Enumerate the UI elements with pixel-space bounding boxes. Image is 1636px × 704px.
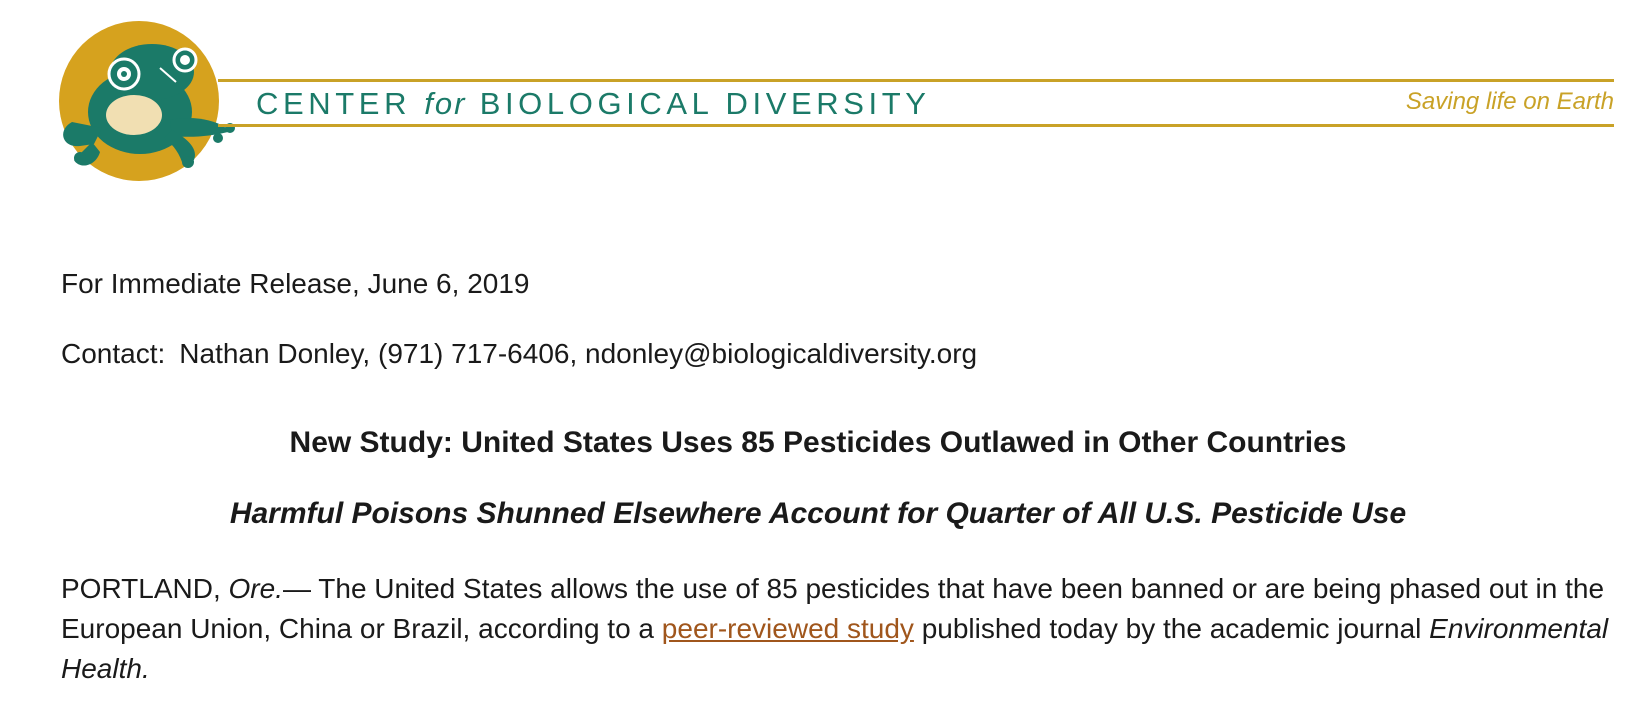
org-name-part2: BIOLOGICAL DIVERSITY (479, 86, 931, 121)
organization-name (256, 84, 931, 124)
headline: New Study: United States Uses 85 Pesticides Outlawed in Other Countries (289, 426, 1347, 459)
letterhead (0, 0, 1636, 200)
contact-line (61, 334, 977, 374)
header-rule-top (218, 79, 1614, 82)
release-date: For Immediate Release, June 6, 2019 (61, 268, 530, 299)
dateline-city: PORTLAND, (61, 573, 221, 604)
journal-name: Environmental Health. (61, 613, 1609, 684)
study-link[interactable]: peer-reviewed study (661, 613, 914, 644)
contact-label: Contact: (61, 338, 166, 369)
org-name-for: for (424, 86, 467, 121)
body-text-before-link: — The United States allows the use of 85 pesticides that have been banned or are being phased out in the European Union, China or Brazil, according to a (61, 573, 1605, 644)
org-name-part1: CENTER (256, 86, 412, 121)
contact-value: Nathan Donley, (971) 717-6406, ndonley@biologicaldiversity.org (179, 338, 978, 369)
body-paragraph (61, 569, 1611, 689)
tagline: Saving life on Earth (1405, 88, 1614, 115)
subheadline: Harmful Poisons Shunned Elsewhere Account for Quarter of All U.S. Pesticide Use (229, 497, 1407, 530)
body-text-after-link: published today by the academic journal (921, 613, 1422, 644)
header-rule-bottom (218, 124, 1614, 127)
dateline-state: Ore. (228, 573, 283, 604)
frog-logo-icon (52, 20, 242, 185)
